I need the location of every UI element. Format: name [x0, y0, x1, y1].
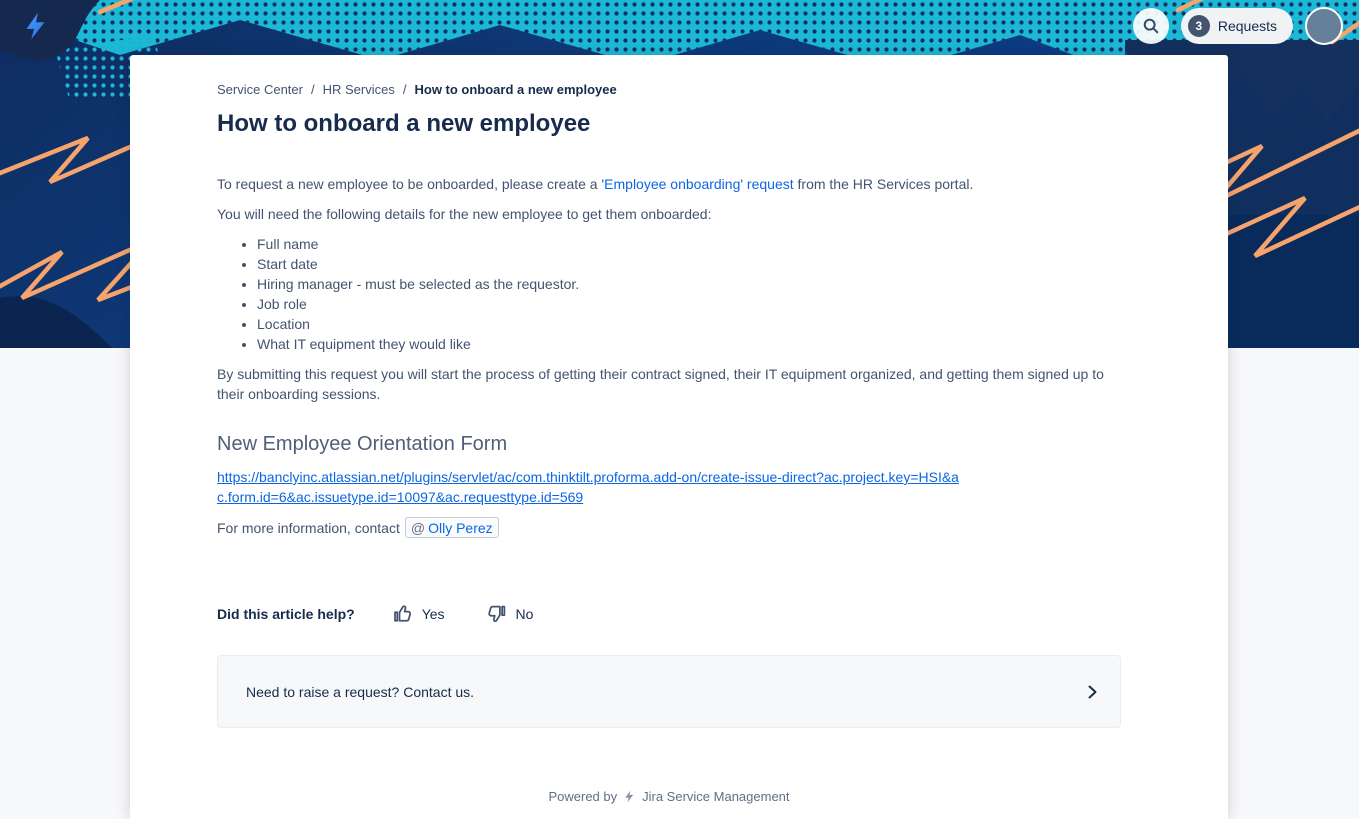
list-item: • Start date: [257, 254, 1121, 274]
thumbs-up-icon: [393, 604, 413, 624]
search-button[interactable]: [1133, 8, 1169, 44]
submit-note: By submitting this request you will start the process of getting their contract signed, their IT equipment organized, and getting them signed up to their onboarding sessions.: [217, 366, 1104, 402]
details-intro: You will need the following details for the new employee to get them onboarded:: [217, 206, 712, 222]
raise-request-card[interactable]: [217, 655, 1121, 728]
contact-text: For more information, contact: [217, 519, 400, 536]
header-actions: [1133, 7, 1343, 45]
raise-request-text: Need to raise a request? Contact us.: [246, 683, 475, 700]
powered-by-footer: [217, 789, 1121, 804]
requests-count-badge: 3: [1188, 15, 1210, 37]
employee-onboarding-request-link[interactable]: 'Employee onboarding' request: [601, 176, 794, 192]
details-list: [217, 234, 1121, 354]
requests-label: Requests: [1217, 18, 1277, 34]
article-content: [130, 55, 1121, 804]
page-title: How to onboard a new employee: [217, 110, 591, 137]
feedback-question: Did this article help?: [217, 606, 355, 622]
intro-text-prefix: To request a new employee to be onboarded, please create a: [217, 176, 602, 192]
orientation-form-link[interactable]: https://banclyinc.atlassian.net/plugins/servlet/ac/com.thinktilt.proforma.add-on/create-issue-direct?ac.project.key=HSI&ac.form.id=6&ac.issuetype.id=10097&ac.requesttype.id=569: [217, 469, 959, 505]
list-item: • What IT equipment they would like: [257, 334, 1121, 354]
requests-button[interactable]: [1181, 8, 1293, 44]
list-item: • Full name: [257, 234, 1121, 254]
list-item: • Job role: [257, 294, 1121, 314]
feedback-no-button[interactable]: [487, 604, 534, 624]
mention-name: Olly Perez: [428, 519, 493, 536]
jsm-bolt-icon: [622, 789, 637, 804]
breadcrumb-service-center[interactable]: Service Center: [217, 82, 303, 97]
article-feedback: [217, 604, 1121, 624]
contact-line: [217, 517, 1121, 538]
list-item: • Hiring manager - must be selected as the requestor.: [257, 274, 1121, 294]
breadcrumb-separator: /: [310, 82, 315, 97]
article-card: [130, 55, 1228, 819]
feedback-yes-label: Yes: [421, 606, 445, 622]
search-icon: [1142, 17, 1160, 35]
intro-paragraph: [217, 174, 1121, 194]
mention-olly-perez[interactable]: [405, 517, 499, 538]
feedback-yes-button[interactable]: [393, 604, 445, 624]
feedback-no-label: No: [515, 606, 534, 622]
breadcrumb-hr-services[interactable]: HR Services: [322, 82, 395, 97]
intro-text-suffix: from the HR Services portal.: [793, 176, 974, 192]
breadcrumb-current-page: How to onboard a new employee: [414, 82, 617, 97]
jsm-logo-icon[interactable]: [16, 6, 56, 46]
thumbs-down-icon: [487, 604, 507, 624]
product-name: Jira Service Management: [642, 789, 790, 804]
mention-at-symbol: @: [410, 519, 426, 536]
breadcrumb-separator: /: [402, 82, 407, 97]
powered-by-text: Powered by: [548, 789, 618, 804]
chevron-right-icon: [1084, 684, 1100, 700]
user-avatar[interactable]: [1305, 7, 1343, 45]
top-bar: [0, 0, 1359, 52]
breadcrumb: [217, 82, 1121, 97]
list-item: • Location: [257, 314, 1121, 334]
form-section-heading: New Employee Orientation Form: [217, 433, 508, 455]
